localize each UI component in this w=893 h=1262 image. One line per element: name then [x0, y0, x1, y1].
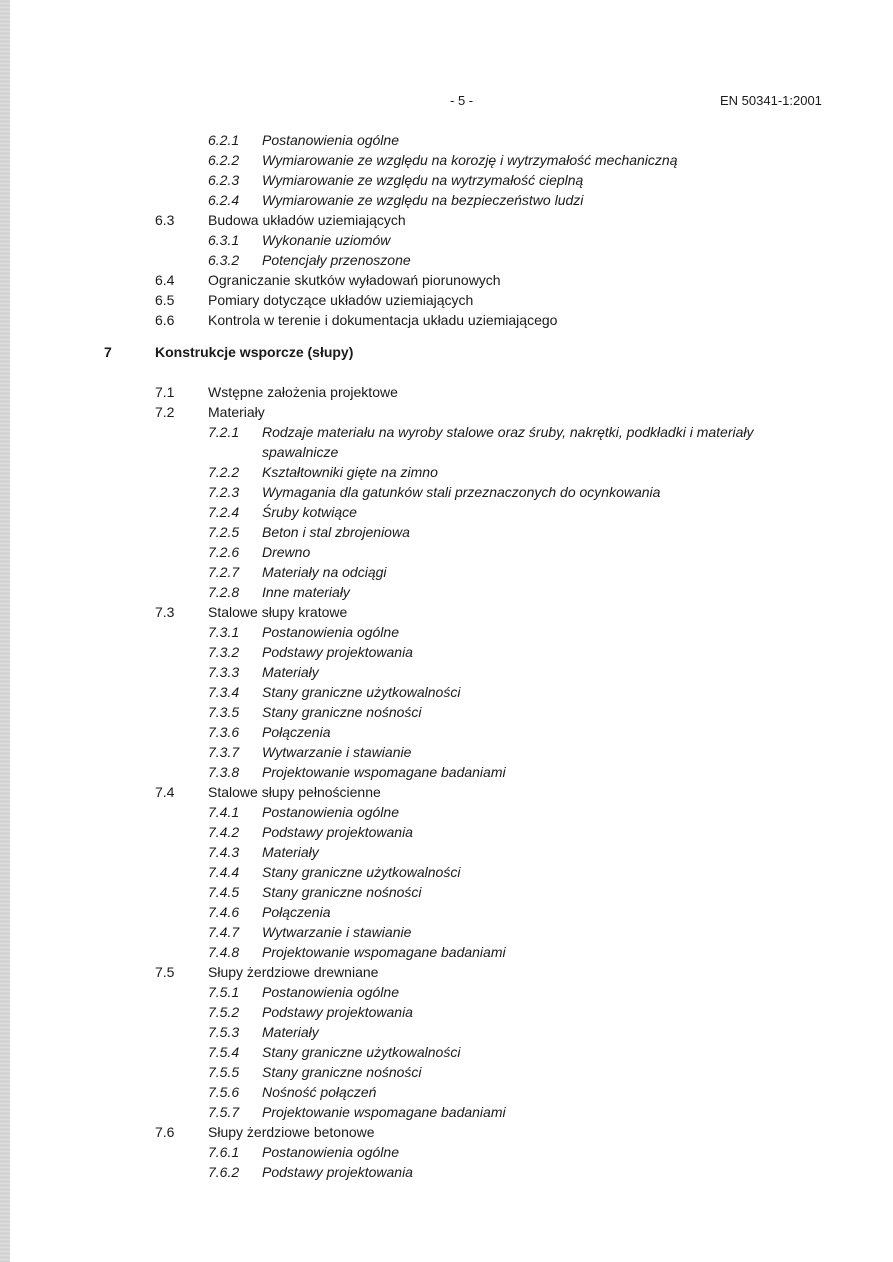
- toc-entry-number: 7.4.8: [208, 944, 240, 960]
- toc-entry: [0, 230, 893, 250]
- toc-entry-number: 7.3.1: [208, 624, 240, 640]
- toc-entry-number: 7.3.6: [208, 724, 240, 740]
- toc-entry-title: Podstawy projektowania: [262, 824, 413, 840]
- toc-entry-number: 7.5.7: [208, 1104, 240, 1120]
- standard-id: EN 50341-1:2001: [720, 93, 822, 108]
- toc-entry: [0, 642, 893, 662]
- toc-entry: [0, 1102, 893, 1122]
- toc-entry-number: 6.2.4: [208, 192, 240, 208]
- toc-entry: [0, 562, 893, 582]
- toc-entry: [0, 130, 893, 150]
- toc-entry-title: Materiały na odciągi: [262, 564, 387, 580]
- toc-entry: [0, 582, 893, 602]
- toc-entry-title: Stany graniczne nośności: [262, 1064, 422, 1080]
- toc-entry-title: Materiały: [262, 664, 319, 680]
- toc-entry: [0, 1042, 893, 1062]
- toc-entry: [0, 602, 893, 622]
- toc-entry-number: 7.4.5: [208, 884, 240, 900]
- toc-entry-title: Połączenia: [262, 904, 331, 920]
- toc-entry: [0, 250, 893, 270]
- toc-entry: [0, 742, 893, 762]
- toc-entry: [0, 1142, 893, 1162]
- toc-entry-number: 7.5.4: [208, 1044, 240, 1060]
- toc-entry-title: Materiały: [262, 1024, 319, 1040]
- toc-entry-title: Stany graniczne nośności: [262, 704, 422, 720]
- toc-entry-number: 7.3.3: [208, 664, 240, 680]
- toc-entry-number: 6.2.2: [208, 152, 240, 168]
- toc-entry-title: Postanowienia ogólne: [262, 1144, 399, 1160]
- toc-entry-title: Wymagania dla gatunków stali przeznaczonych do ocynkowania: [262, 484, 661, 500]
- toc-entry: [0, 1082, 893, 1102]
- toc-entry-title: Stany graniczne użytkowalności: [262, 864, 461, 880]
- toc-entry-number: 6.6: [155, 312, 175, 328]
- toc-entry-title: Beton i stal zbrojeniowa: [262, 524, 410, 540]
- toc-entry-number: 7.4.1: [208, 804, 240, 820]
- toc-entry: [0, 542, 893, 562]
- toc-entry-title: Projektowanie wspomagane badaniami: [262, 764, 506, 780]
- toc-entry-title: Kształtowniki gięte na zimno: [262, 464, 438, 480]
- toc-entry: [0, 822, 893, 842]
- toc-entry-title: Postanowienia ogólne: [262, 132, 399, 148]
- toc-entry-title: Projektowanie wspomagane badaniami: [262, 944, 506, 960]
- toc-entry-number: 7.2.4: [208, 504, 240, 520]
- toc-section: [0, 342, 893, 362]
- toc-entry: [0, 962, 893, 982]
- toc-entry-number: 7.2: [155, 404, 175, 420]
- toc-entry: [0, 782, 893, 802]
- toc-entry-title: Słupy żerdziowe betonowe: [208, 1124, 375, 1140]
- toc-entry: [0, 802, 893, 822]
- toc-entry-number: 7.2.5: [208, 524, 240, 540]
- toc-entry-title: Wymiarowanie ze względu na bezpieczeństwo ludzi: [262, 192, 584, 208]
- toc-entry-title: Nośność połączeń: [262, 1084, 377, 1100]
- toc-entry: [0, 662, 893, 682]
- toc-entry-number: 6.3: [155, 212, 175, 228]
- toc-entry-title: Ograniczanie skutków wyładowań piorunowych: [208, 272, 501, 288]
- toc-entry: [0, 682, 893, 702]
- toc-entry: [0, 622, 893, 642]
- toc-entry-number: 7.4.7: [208, 924, 240, 940]
- toc-entry: [0, 1122, 893, 1142]
- page-number: - 5 -: [450, 93, 474, 108]
- toc-entry-number: 7: [104, 344, 112, 360]
- toc-entry-number: 7.5.5: [208, 1064, 240, 1080]
- toc-entry-number: 7.2.6: [208, 544, 240, 560]
- toc-entry: [0, 1162, 893, 1182]
- toc-entry-number: 7.2.7: [208, 564, 240, 580]
- toc-entry-number: 6.2.3: [208, 172, 240, 188]
- toc-entry: [0, 862, 893, 882]
- toc-entry-number: 7.4.6: [208, 904, 240, 920]
- toc-entry-number: 6.5: [155, 292, 175, 308]
- toc-entry: [0, 842, 893, 862]
- toc-entry-number: 7.3.2: [208, 644, 240, 660]
- toc-entry-number: 7.6: [155, 1124, 175, 1140]
- toc-entry-number: 7.5.6: [208, 1084, 240, 1100]
- toc-entry: [0, 722, 893, 742]
- toc-entry-title: Drewno: [262, 544, 311, 560]
- toc-entry-number: 7.4.2: [208, 824, 240, 840]
- toc-entry-title: Postanowienia ogólne: [262, 624, 399, 640]
- toc-entry-title: Podstawy projektowania: [262, 1004, 413, 1020]
- toc-entry-title: Stany graniczne nośności: [262, 884, 422, 900]
- toc-entry: [0, 402, 893, 422]
- toc-entry-number: 6.2.1: [208, 132, 240, 148]
- toc-entry-number: 7.3: [155, 604, 175, 620]
- toc-entry-number: 6.3.2: [208, 252, 240, 268]
- toc-entry: [0, 382, 893, 402]
- toc-entry-number: 7.2.1: [208, 424, 240, 440]
- toc-entry-number: 7.3.7: [208, 744, 240, 760]
- toc-entry-title: Inne materiały: [262, 584, 350, 600]
- toc-entry: [0, 1022, 893, 1042]
- toc-entry: [0, 942, 893, 962]
- toc-entry-number: 7.3.8: [208, 764, 240, 780]
- toc-entry: [0, 502, 893, 522]
- toc-entry-title: Słupy żerdziowe drewniane: [208, 964, 379, 980]
- toc-entry-title: Wymiarowanie ze względu na wytrzymałość cieplną: [262, 172, 584, 188]
- toc-entry-number: 6.3.1: [208, 232, 240, 248]
- toc-entry: [0, 922, 893, 942]
- toc-entry: [0, 1062, 893, 1082]
- toc-entry-title: Konstrukcje wsporcze (słupy): [155, 344, 354, 360]
- toc-entry-number: 7.3.5: [208, 704, 240, 720]
- toc-entry: [0, 762, 893, 782]
- toc-entry-number: 7.5.1: [208, 984, 240, 1000]
- toc-entry: [0, 422, 893, 462]
- toc-entry: [0, 702, 893, 722]
- toc-entry-number: 7.2.2: [208, 464, 240, 480]
- toc-entry: [0, 190, 893, 210]
- toc-entry-title: Materiały: [208, 404, 265, 420]
- toc-entry-title: Podstawy projektowania: [262, 1164, 413, 1180]
- toc-entry-title: Połączenia: [262, 724, 331, 740]
- toc-entry-title: Stalowe słupy kratowe: [208, 604, 348, 620]
- toc-entry-title: Wytwarzanie i stawianie: [262, 924, 412, 940]
- toc-entry-number: 7.3.4: [208, 684, 240, 700]
- toc-entry-number: 7.2.8: [208, 584, 240, 600]
- toc-entry-title: Postanowienia ogólne: [262, 804, 399, 820]
- toc-entry-title: Wymiarowanie ze względu na korozję i wytrzymałość mechaniczną: [262, 152, 678, 168]
- toc-entry: [0, 482, 893, 502]
- toc-entry-title: Budowa układów uziemiających: [208, 212, 406, 228]
- toc-entry: [0, 1002, 893, 1022]
- toc-entry-number: 7.1: [155, 384, 175, 400]
- toc-entry: [0, 462, 893, 482]
- toc-entry-title: Podstawy projektowania: [262, 644, 413, 660]
- toc-entry: [0, 522, 893, 542]
- toc-entry-number: 7.4.4: [208, 864, 240, 880]
- toc-entry-number: 7.5.2: [208, 1004, 240, 1020]
- toc-entry: [0, 290, 893, 310]
- toc-entry: [0, 210, 893, 230]
- toc-entry-title: Stany graniczne użytkowalności: [262, 684, 461, 700]
- toc-entry: [0, 982, 893, 1002]
- toc-entry-number: 7.4: [155, 784, 175, 800]
- toc-entry-number: 7.4.3: [208, 844, 240, 860]
- toc-entry-title: Wstępne założenia projektowe: [208, 384, 398, 400]
- toc-entry-title: Rodzaje materiału na wyroby stalowe oraz śruby, nakrętki, podkładki i materiały spawalnicze: [262, 424, 754, 460]
- toc-entry-title: Projektowanie wspomagane badaniami: [262, 1104, 506, 1120]
- toc-entry-title: Kontrola w terenie i dokumentacja układu uziemiającego: [208, 312, 558, 328]
- toc-entry-title: Pomiary dotyczące układów uziemiających: [208, 292, 474, 308]
- toc-entry: [0, 270, 893, 290]
- toc-entry-title: Stalowe słupy pełnościenne: [208, 784, 381, 800]
- toc-entry-number: 7.5.3: [208, 1024, 240, 1040]
- toc-entry-number: 7.6.1: [208, 1144, 240, 1160]
- toc-entry: [0, 150, 893, 170]
- toc-entry-title: Materiały: [262, 844, 319, 860]
- toc-entry-number: 6.4: [155, 272, 175, 288]
- toc-entry-title: Śruby kotwiące: [262, 504, 357, 520]
- toc-entry-title: Potencjały przenoszone: [262, 252, 411, 268]
- toc-entry-number: 7.5: [155, 964, 175, 980]
- toc-entry-number: 7.2.3: [208, 484, 240, 500]
- toc-entry-title: Wytwarzanie i stawianie: [262, 744, 412, 760]
- toc-entry-title: Wykonanie uziomów: [262, 232, 391, 248]
- toc-entry: [0, 902, 893, 922]
- toc-entry: [0, 170, 893, 190]
- table-of-contents: [0, 130, 893, 1182]
- toc-entry-title: Postanowienia ogólne: [262, 984, 399, 1000]
- toc-entry: [0, 310, 893, 330]
- toc-entry-title: Stany graniczne użytkowalności: [262, 1044, 461, 1060]
- toc-entry: [0, 882, 893, 902]
- toc-entry-number: 7.6.2: [208, 1164, 240, 1180]
